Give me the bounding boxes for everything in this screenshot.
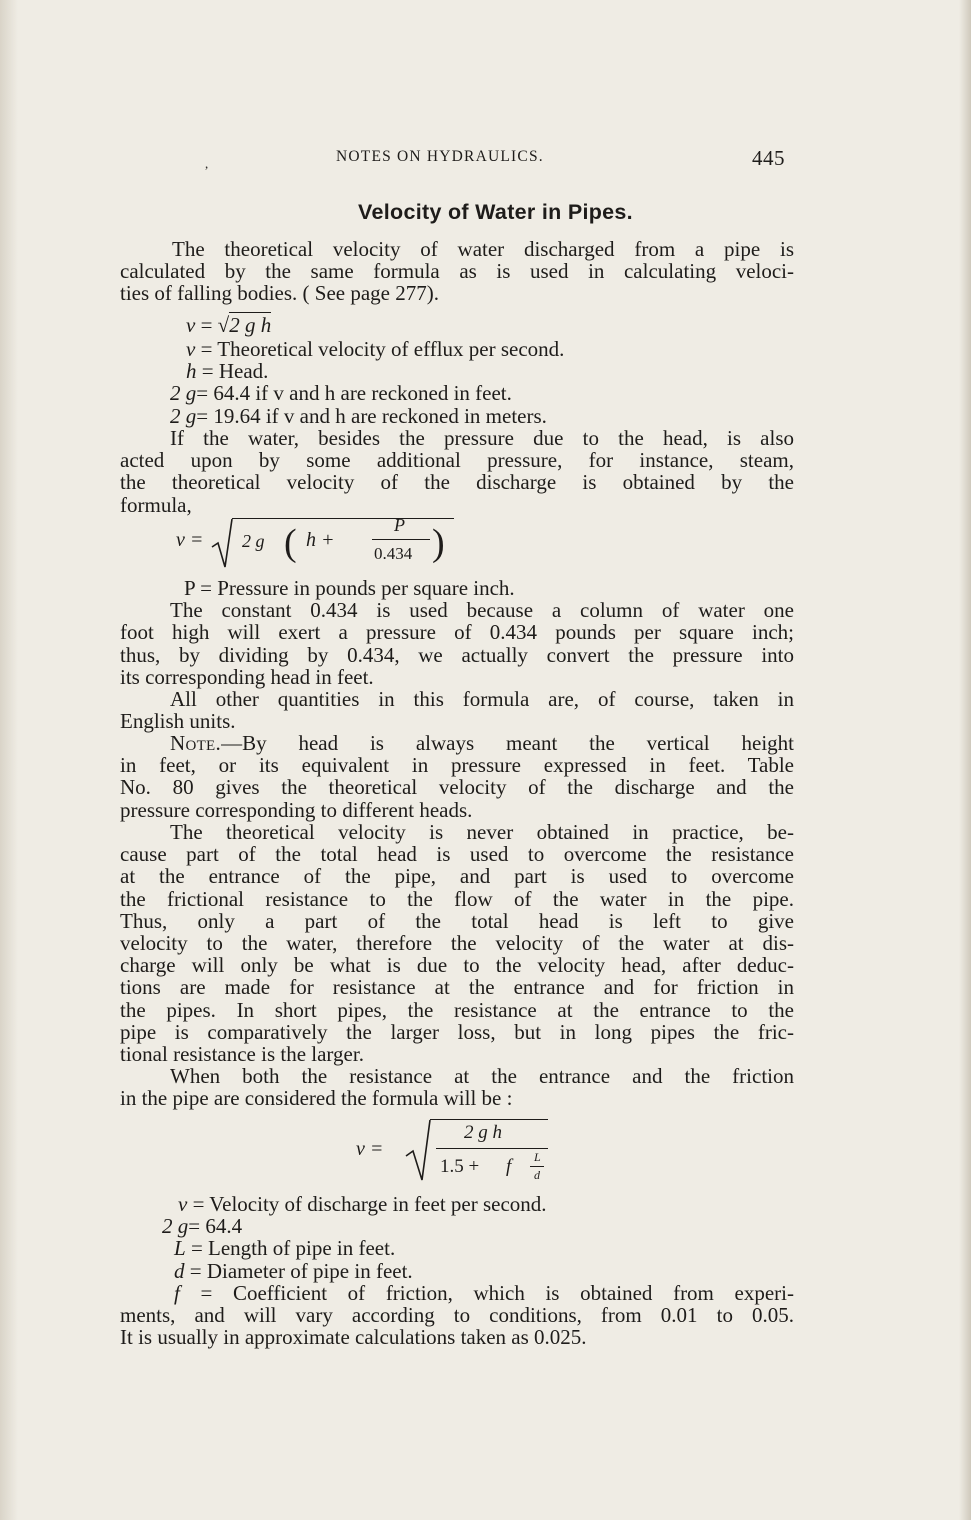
formula-lhs: v = [356, 1138, 384, 1160]
text-line: its corresponding head in feet. [120, 664, 374, 689]
formula-equals: = [200, 313, 213, 337]
definition-symbol: 2 g [170, 381, 197, 406]
constant-paragraph [120, 577, 794, 732]
denominator-constant: 1.5 + [440, 1156, 480, 1177]
definition-text: = 64.4 if v and h are reckoned in feet. [196, 381, 512, 406]
fraction-numerator: 2 g h [464, 1122, 502, 1143]
small-fraction-numerator: L [534, 1150, 541, 1164]
definition-item [120, 360, 794, 382]
definition-item [120, 338, 794, 360]
definition-item [120, 1282, 794, 1304]
definition-symbol: 2 g [162, 1214, 189, 1239]
text-line: The theoretical velocity is never obtained in practice, be- [170, 820, 794, 844]
definition-item [120, 1237, 794, 1259]
definition-text: = Diameter of pipe in feet. [184, 1258, 413, 1283]
stray-comma-mark: , [205, 156, 209, 171]
running-head [0, 146, 971, 174]
text-line: thus, by dividing by 0.434, we actually convert the pressure into [120, 642, 794, 667]
intro-paragraph [120, 238, 794, 305]
text-line: ments, and will vary according to conditions, from 0.01 to 0.05. [120, 1303, 794, 1327]
text-line: Thus, only a part of the total head is left to give [120, 908, 794, 933]
definition-symbol: d [174, 1258, 185, 1283]
definition-text: = 64.4 [188, 1214, 243, 1239]
definition-text: = Coefficient of friction, which is obtained from experi- [179, 1280, 794, 1305]
text-line: pressure corresponding to different heads. [120, 797, 473, 822]
definition-symbol: v [186, 337, 196, 361]
note-first-line: —By head is always meant the vertical height [221, 731, 794, 755]
fraction-denominator: 0.434 [374, 544, 413, 563]
text-line: calculated by the same formula as is used in calculating veloci- [120, 259, 794, 284]
text-line: velocity to the water, therefore the velocity of the water at dis- [120, 931, 794, 956]
formula-velocity-basic [120, 314, 794, 336]
text-line: No. 80 gives the theoretical velocity of the discharge and the [120, 775, 794, 800]
definition-item [120, 405, 794, 427]
note-paragraph [120, 732, 794, 821]
text-line: The constant 0.434 is used because a column of water one [170, 598, 794, 623]
formula-velocity-friction [356, 1114, 596, 1194]
definition-text: = Theoretical velocity of efflux per second. [195, 337, 565, 361]
formula-h-plus: h + [306, 529, 335, 551]
text-line: the frictional resistance to the flow of the water in the pipe. [120, 886, 794, 911]
radical-sign [404, 1118, 432, 1182]
fraction-bar [436, 1148, 548, 1149]
small-fraction-bar [530, 1166, 544, 1167]
definition-symbol: h [186, 359, 197, 384]
note-label: Note. [170, 731, 222, 755]
text-line: It is usually in approximate calculations taken as 0.025. [120, 1325, 587, 1350]
text-line [120, 732, 794, 754]
radical-vinculum [232, 518, 454, 519]
text-line: formula, [120, 492, 192, 517]
text-line: at the entrance of the pipe, and part is used to overcome [120, 864, 794, 889]
text-line: the theoretical velocity of the discharge is obtained by the [120, 470, 794, 495]
definition-text: = Velocity of discharge in feet per second. [187, 1192, 547, 1216]
text-line: the pipes. In short pipes, the resistance at the entrance to the [120, 997, 794, 1022]
formula-velocity-pressure [176, 513, 476, 573]
open-paren: ( [284, 522, 297, 564]
definition-text: = Length of pipe in feet. [185, 1236, 396, 1261]
definition-text: = 19.64 if v and h are reckoned in meters. [196, 403, 547, 428]
definitions-list-a [120, 338, 794, 427]
definition-symbol: v [178, 1192, 188, 1216]
text-line: tional resistance is the larger. [120, 1042, 364, 1067]
close-paren: ) [432, 522, 445, 564]
text-line: If the water, besides the pressure due to the head, is also [170, 426, 794, 450]
text-line: English units. [120, 709, 236, 734]
text-line: When both the resistance at the entrance and the friction [170, 1064, 794, 1089]
formula-two-g: 2 g [242, 531, 265, 551]
definition-text: = Head. [196, 359, 269, 384]
definition-item [120, 1193, 794, 1215]
page-edge-shadow [959, 0, 971, 1520]
text-line: in feet, or its equivalent in pressure expressed in feet. Table [120, 753, 794, 778]
text-line: The theoretical velocity of water discharged from a pipe is [172, 237, 794, 261]
running-title: NOTES ON HYDRAULICS. [336, 148, 544, 165]
definition-symbol: f [174, 1280, 180, 1305]
theoretical-velocity-paragraph [120, 821, 794, 1110]
page-binding-shadow [0, 0, 18, 1520]
denominator-f: f [506, 1156, 512, 1177]
fraction-numerator: P [394, 515, 405, 535]
text-line: cause part of the total head is used to overcome the resistance [120, 842, 794, 867]
formula-lhs: v = [176, 529, 204, 551]
formula-lhs: v [186, 313, 196, 337]
section-heading: Velocity of Water in Pipes. [358, 200, 633, 224]
definition-item [120, 382, 794, 404]
radical-vinculum [430, 1119, 548, 1120]
text-line: ties of falling bodies. ( See page 277). [120, 281, 439, 306]
text-line: All other quantities in this formula are, of course, taken in [170, 687, 794, 712]
formula-radicand: 2 g h [229, 313, 272, 337]
fraction-bar [372, 539, 430, 540]
text-line: tions are made for resistance at the entrance and for friction in [120, 975, 794, 1000]
definition-item [120, 1260, 794, 1282]
text-line: in the pipe are considered the formula will be : [120, 1086, 513, 1111]
text-line: acted upon by some additional pressure, for instance, steam, [120, 448, 794, 473]
radical-sign [210, 517, 234, 569]
formula-line [120, 314, 794, 336]
small-fraction-denominator: d [534, 1168, 540, 1182]
square-root-sign: √ [217, 313, 230, 337]
definition-symbol: L [174, 1236, 186, 1261]
text-line: foot high will exert a pressure of 0.434 pounds per square inch; [120, 620, 794, 645]
definition-symbol: 2 g [170, 403, 197, 428]
definition-item [120, 1215, 794, 1237]
pressure-paragraph [120, 427, 794, 516]
definitions-list-b [120, 1193, 794, 1304]
closing-paragraph [120, 1304, 794, 1348]
page-number: 445 [752, 146, 785, 170]
text-line: charge will only be what is due to the velocity head, after deduc- [120, 953, 794, 978]
text-line: pipe is comparatively the larger loss, but in long pipes the fric- [120, 1019, 794, 1044]
text-line: P = Pressure in pounds per square inch. [184, 576, 515, 600]
